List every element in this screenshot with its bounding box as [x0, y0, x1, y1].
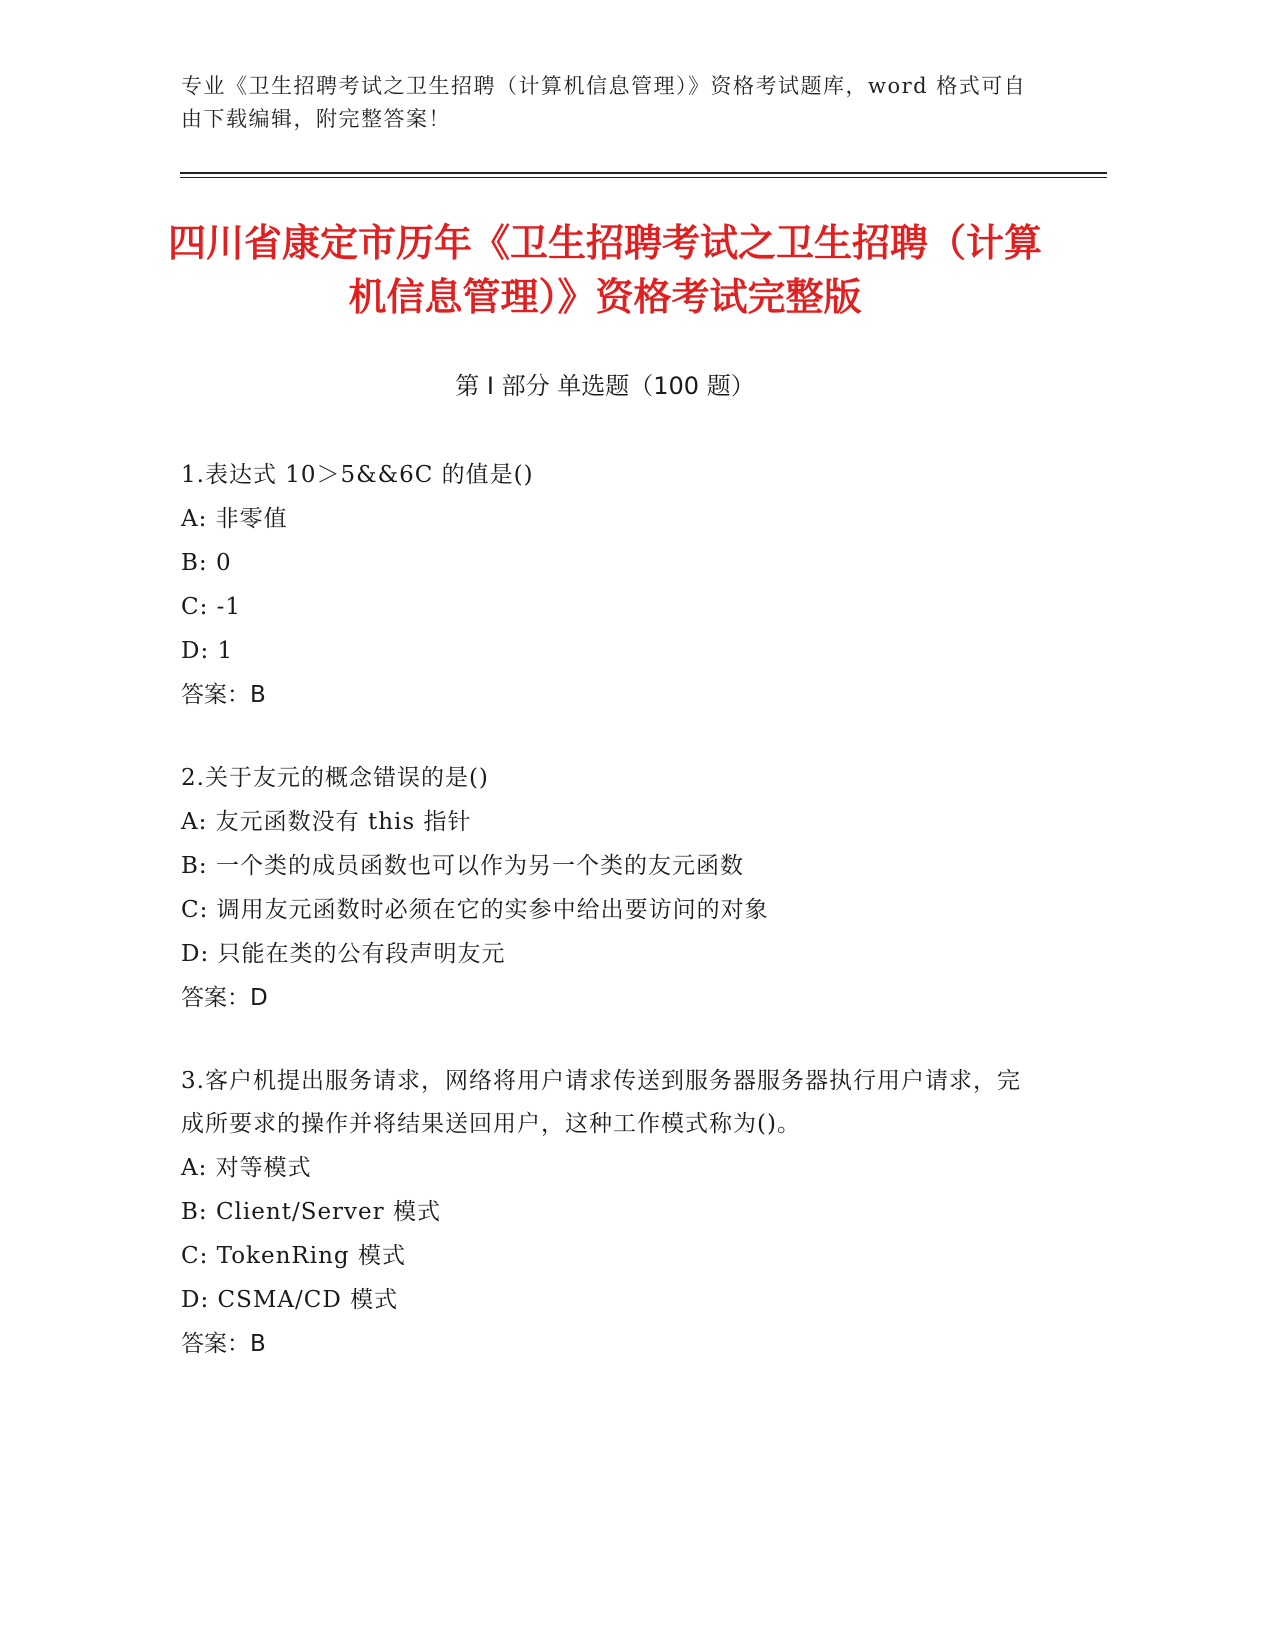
question-1: [181, 454, 1041, 717]
option-d: D: 1: [181, 638, 234, 664]
option-a: A: 非零值: [181, 506, 288, 532]
question-3: [181, 1060, 1041, 1366]
option-a: A: 友元函数没有 this 指针: [181, 809, 472, 835]
answer: 答案：B: [181, 682, 266, 708]
answer: 答案：D: [181, 985, 268, 1011]
header-divider-thick: [180, 172, 1107, 174]
header-note: 专业《卫生招聘考试之卫生招聘（计算机信息管理）》资格考试题库，word 格式可自由下载编辑，附完整答案！: [181, 74, 1027, 131]
document-title: 四川省康定市历年《卫生招聘考试之卫生招聘（计算机信息管理）》资格考试完整版: [167, 221, 1042, 319]
answer: 答案：B: [181, 1331, 266, 1357]
section-heading: 第 I 部分 单选题（100 题）: [455, 372, 755, 400]
question-list: [181, 454, 1041, 1406]
option-b: B: Client/Server 模式: [181, 1199, 441, 1225]
question-2: [181, 757, 1041, 1020]
option-a: A: 对等模式: [181, 1155, 312, 1181]
option-c: C: 调用友元函数时必须在它的实参中给出要访问的对象: [181, 897, 769, 923]
header-divider-thin: [180, 177, 1107, 178]
question-stem: 3.客户机提出服务请求，网络将用户请求传送到服务器服务器执行用户请求，完成所要求的操作并将结果送回用户，这种工作模式称为()。: [181, 1068, 1021, 1137]
question-stem: 1.表达式 10＞5&&6C 的值是(): [181, 462, 534, 488]
option-c: C: -1: [181, 594, 242, 620]
option-b: B: 0: [181, 550, 232, 576]
question-stem: 2.关于友元的概念错误的是(): [181, 765, 489, 791]
option-b: B: 一个类的成员函数也可以作为另一个类的友元函数: [181, 853, 744, 879]
option-d: D: CSMA/CD 模式: [181, 1287, 399, 1313]
option-d: D: 只能在类的公有段声明友元: [181, 941, 506, 967]
option-c: C: TokenRing 模式: [181, 1243, 406, 1269]
